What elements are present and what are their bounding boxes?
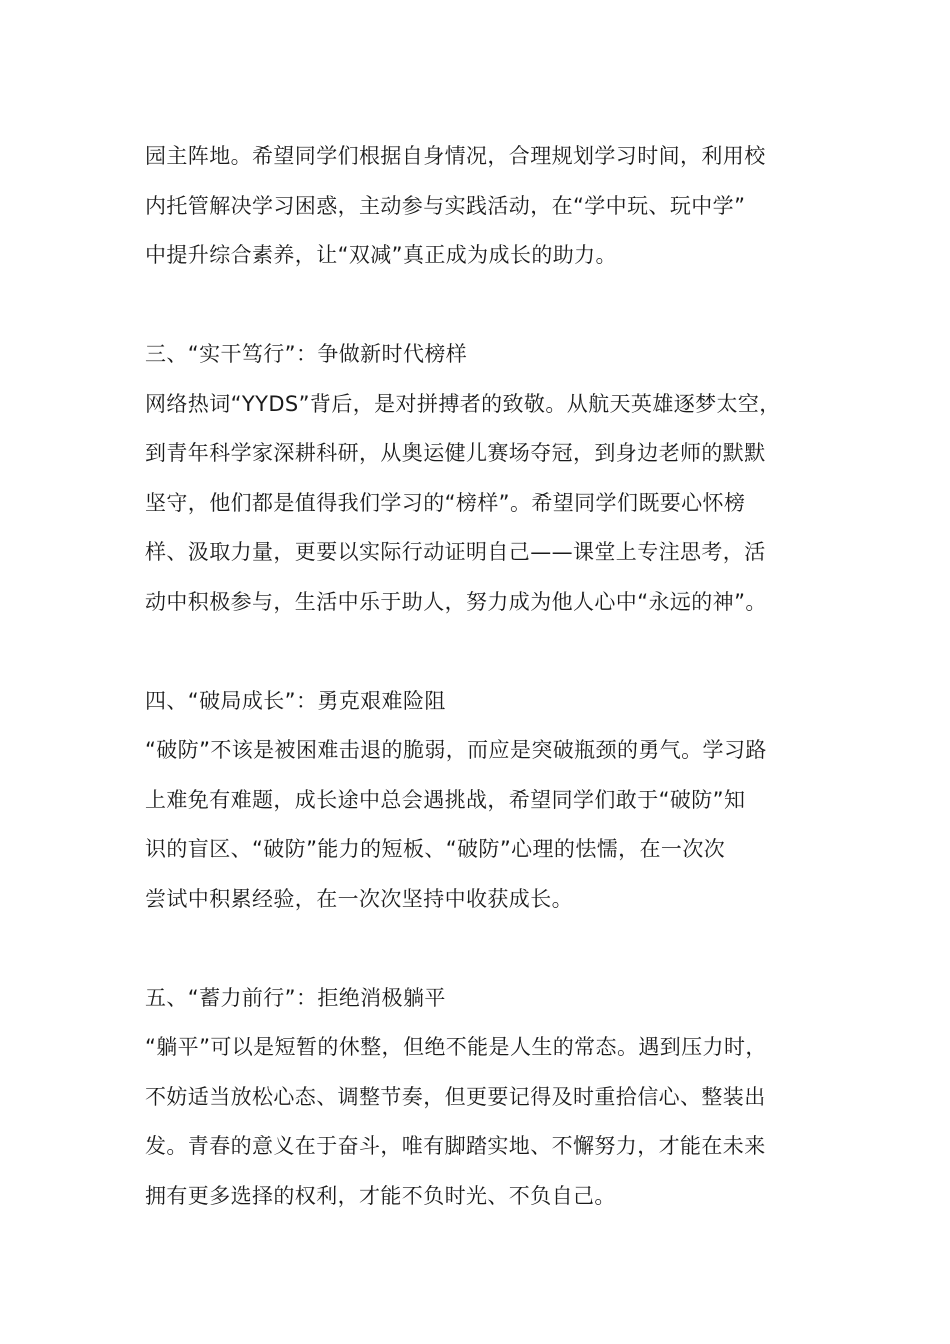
paragraph-line: “躺平”可以是短暂的休整，但绝不能是人生的常态。遇到压力时， bbox=[145, 1035, 767, 1059]
paragraph-line: 中提升综合素养，让“双减”真正成为成长的助力。 bbox=[145, 243, 617, 267]
paragraph-line: 发。青春的意义在于奋斗，唯有脚踏实地、不懈努力，才能在未来 bbox=[145, 1134, 766, 1158]
paragraph-line: 到青年科学家深耕科研，从奥运健儿赛场夺冠，到身边老师的默默 bbox=[145, 441, 766, 465]
paragraph-spacer bbox=[145, 281, 810, 331]
paragraph-line: 坚守，他们都是值得我们学习的“榜样”。希望同学们既要心怀榜 bbox=[145, 490, 746, 515]
paragraph-line: 园主阵地。希望同学们根据自身情况，合理规划学习时间，利用校 bbox=[145, 144, 766, 168]
paragraph-line: 样、汲取力量，更要以实际行动证明自己——课堂上专注思考，活 bbox=[145, 540, 766, 564]
paragraph-line: 网络热词“YYDS”背后，是对拼搏者的致敬。从航天英雄逐梦太空， bbox=[145, 391, 781, 416]
section-heading: 五、“蓄力前行”：拒绝消极躺平 bbox=[145, 985, 446, 1010]
paragraph-line: 拥有更多选择的权利，才能不负时光、不负自己。 bbox=[145, 1183, 616, 1208]
paragraph-line: 尝试中积累经验，在一次次坚持中收获成长。 bbox=[145, 886, 573, 911]
paragraph-line: 上难免有难题，成长途中总会遇挑战，希望同学们敢于“破防”知 bbox=[145, 787, 746, 812]
intro-paragraph bbox=[145, 132, 810, 281]
section-3 bbox=[145, 330, 810, 627]
paragraph-line: 不妨适当放松心态、调整节奏，但更要记得及时重拾信心、整装出 bbox=[145, 1084, 766, 1109]
paragraph-line: 识的盲区、“破防”能力的短板、“破防”心理的怯懦，在一次次 bbox=[145, 837, 726, 861]
section-heading: 四、“破局成长”：勇克艰难险阻 bbox=[145, 688, 446, 713]
paragraph-line: 动中积极参与，生活中乐于助人，努力成为他人心中“永远的神”。 bbox=[145, 589, 767, 614]
paragraph-line: “破防”不该是被困难击退的脆弱，而应是突破瓶颈的勇气。学习路 bbox=[145, 738, 767, 762]
paragraph-line: 内托管解决学习困惑，主动参与实践活动，在“学中玩、玩中学” bbox=[145, 193, 746, 218]
section-5 bbox=[145, 974, 810, 1222]
paragraph-spacer bbox=[145, 924, 810, 974]
section-heading: 三、“实干笃行”：争做新时代榜样 bbox=[145, 342, 468, 366]
paragraph-spacer bbox=[145, 627, 810, 677]
document-body bbox=[145, 132, 810, 1221]
section-4 bbox=[145, 677, 810, 925]
